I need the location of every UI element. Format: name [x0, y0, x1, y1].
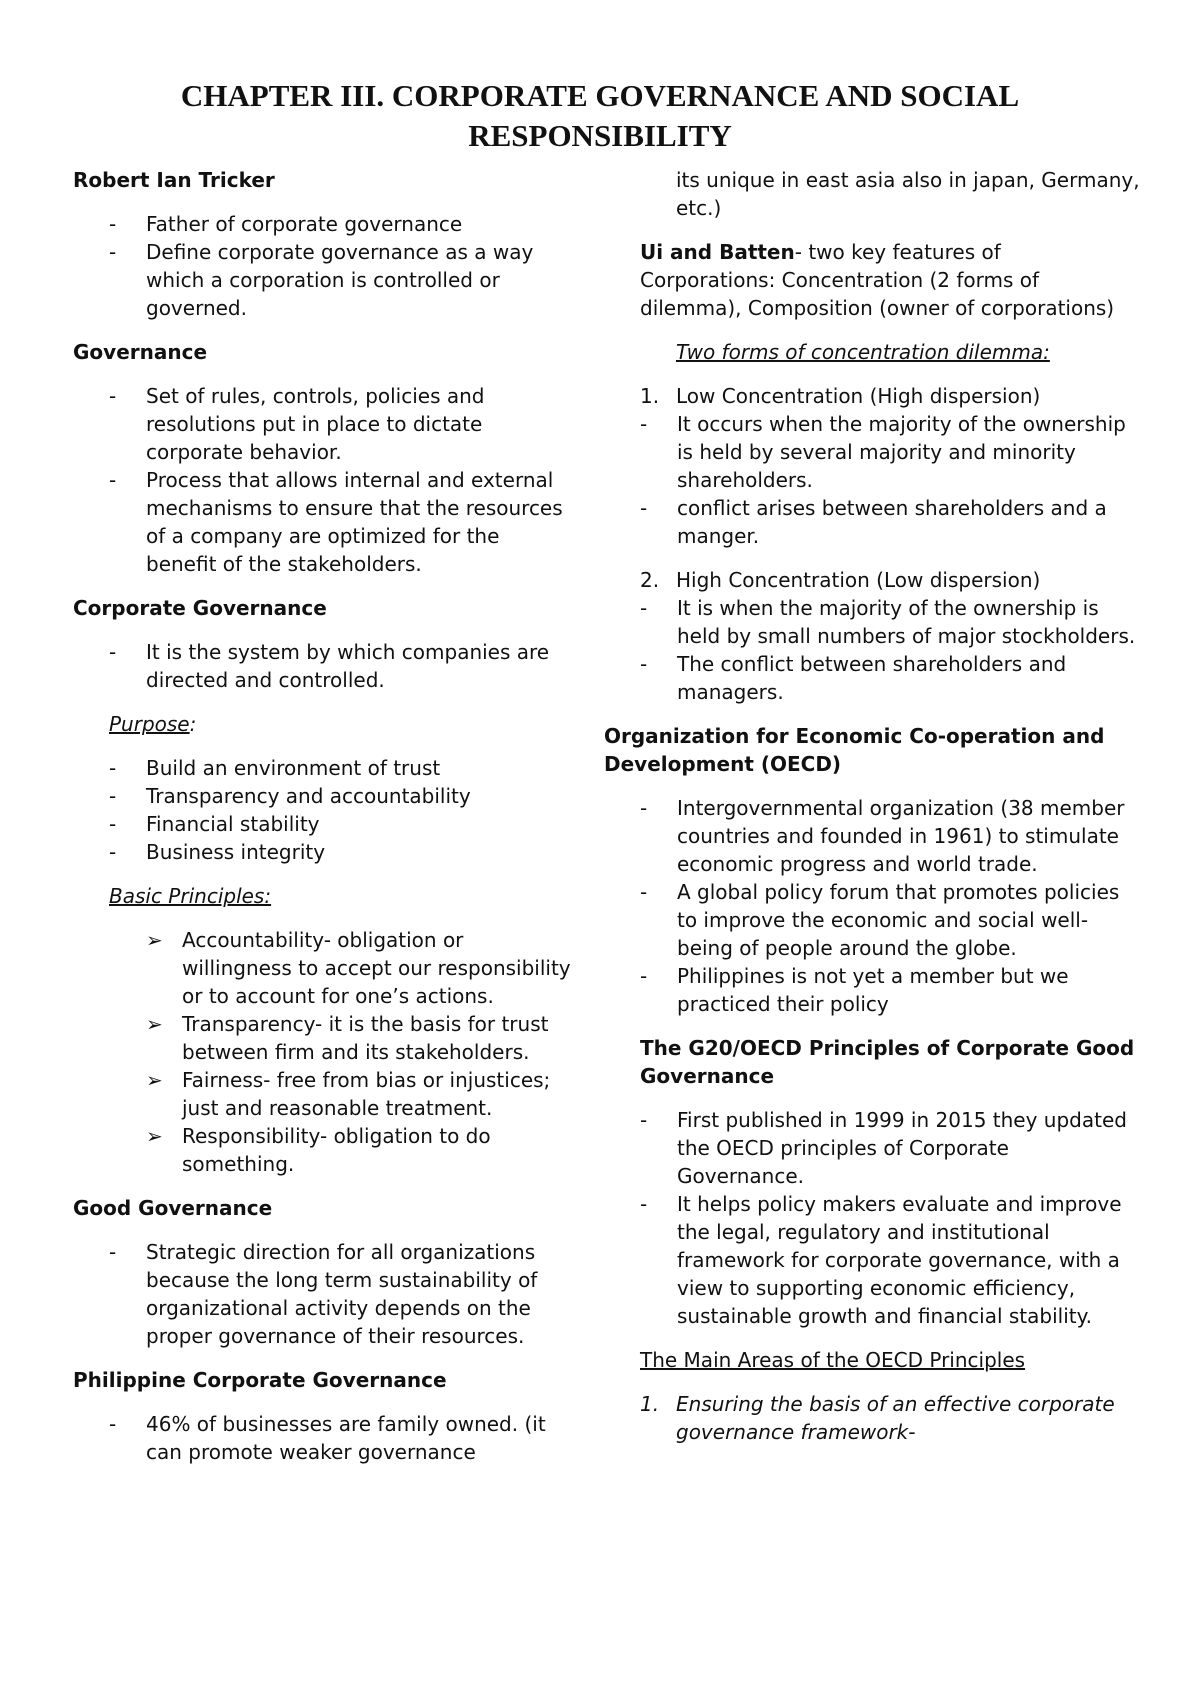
list-item: - It is the system by which companies are directed and controlled.: [73, 638, 573, 694]
list-item: - First published in 1999 in 2015 they updated the OECD principles of Corporate Governance.: [604, 1106, 1140, 1190]
left-column: [73, 166, 573, 1482]
numbered-item: [640, 382, 1140, 410]
arrow-bullet-icon: ➢: [146, 928, 163, 952]
item-number: 2.: [640, 568, 660, 592]
good-governance-list: [73, 1238, 573, 1350]
title-line-1: CHAPTER III. CORPORATE GOVERNANCE AND SOCIAL: [180, 78, 1020, 113]
low-concentration: [640, 382, 1140, 410]
heading-governance: Governance: [73, 340, 208, 364]
arrow-bullet-icon: ➢: [146, 1068, 163, 1092]
title-line-2: RESPONSIBILITY: [468, 118, 732, 153]
list-item: - The conflict between shareholders and managers.: [604, 650, 1140, 706]
principle-text: Fairness- free from bias or injustices; just and reasonable treatment.: [182, 1068, 551, 1120]
principle-text: Accountability- obligation or willingness to accept our responsibility or to account for one’s actions.: [182, 928, 571, 1008]
list-item: - It occurs when the majority of the ownership is held by several majority and minority shareholders.: [604, 410, 1140, 494]
numbered-item: [640, 1390, 1140, 1446]
item-title: Low Concentration (High dispersion): [676, 384, 1041, 408]
philippine-continuation: its unique in east asia also in japan, Germany, etc.): [676, 168, 1140, 220]
item-number: 1.: [640, 384, 660, 408]
item-text: Ensuring the basis of an effective corporate governance framework-: [676, 1392, 1115, 1444]
list-item: - conflict arises between shareholders and a manger.: [604, 494, 1140, 550]
heading-g20-oecd-principles: The G20/OECD Principles of Corporate Good Governance: [640, 1036, 1135, 1088]
purpose-colon: :: [189, 712, 197, 736]
tricker-list: [73, 210, 573, 322]
list-item: - Strategic direction for all organizations because the long term sustainability of organizational activity depends on the proper governance of their resources.: [73, 1238, 573, 1350]
heading-robert-ian-tricker: Robert Ian Tricker: [73, 168, 275, 192]
ui-batten-paragraph: [640, 238, 1140, 322]
oecd-list: [604, 794, 1140, 1018]
page-title: [0, 76, 1200, 156]
list-item: - Transparency and accountability: [73, 782, 573, 810]
ui-batten-name: Ui and Batten: [640, 240, 795, 264]
list-item: - It is when the majority of the ownership is held by small numbers of major stockholders.: [604, 594, 1140, 650]
list-item: - Philippines is not yet a member but we practiced their policy: [604, 962, 1140, 1018]
heading-corporate-governance: Corporate Governance: [73, 596, 327, 620]
principle-text: Responsibility- obligation to do something.: [182, 1124, 491, 1176]
list-item: - A global policy forum that promotes policies to improve the economic and social well-being of people around the globe.: [604, 878, 1140, 962]
low-concentration-list: [604, 410, 1140, 550]
principle-item: [73, 926, 573, 1010]
high-concentration: [640, 566, 1140, 594]
main-areas-label: The Main Areas of the OECD Principles: [640, 1348, 1026, 1372]
purpose-label: [109, 710, 573, 738]
list-item: - Intergovernmental organization (38 member countries and founded in 1961) to stimulate economic progress and world trade.: [604, 794, 1140, 878]
numbered-item: [640, 566, 1140, 594]
list-item: - Set of rules, controls, policies and resolutions put in place to dictate corporate behavior.: [73, 382, 573, 466]
heading-oecd: Organization for Economic Co-operation and Development (OECD): [604, 724, 1105, 776]
main-areas-list: [640, 1390, 1140, 1446]
ui-batten-text: - two key features of Corporations: Concentration (2 forms of dilemma), Composition (owner of corporations): [640, 240, 1115, 320]
corporate-governance-list: [73, 638, 573, 694]
basic-principles-list: [73, 926, 573, 1178]
arrow-bullet-icon: ➢: [146, 1124, 163, 1148]
list-item: - Financial stability: [73, 810, 573, 838]
g20-list: [604, 1106, 1140, 1330]
list-item: - Build an environment of trust: [73, 754, 573, 782]
item-title: High Concentration (Low dispersion): [676, 568, 1041, 592]
concentration-dilemma-label: Two forms of concentration dilemma:: [676, 340, 1050, 364]
purpose-list: [73, 754, 573, 866]
item-number: 1.: [640, 1392, 660, 1416]
governance-list: [73, 382, 573, 578]
list-item: - 46% of businesses are family owned. (it can promote weaker governance: [73, 1410, 573, 1466]
principle-item: [73, 1066, 573, 1122]
heading-good-governance: Good Governance: [73, 1196, 273, 1220]
heading-philippine-corporate-governance: Philippine Corporate Governance: [73, 1368, 447, 1392]
list-item: - It helps policy makers evaluate and improve the legal, regulatory and institutional framework for corporate governance, with a view to supporting economic efficiency, sustainable growth and financial stability.: [604, 1190, 1140, 1330]
arrow-bullet-icon: ➢: [146, 1012, 163, 1036]
basic-principles-label: Basic Principles:: [109, 884, 272, 908]
list-item: - Define corporate governance as a way which a corporation is controlled or governed.: [73, 238, 573, 322]
high-concentration-list: [604, 594, 1140, 706]
purpose-label-text: Purpose: [109, 712, 190, 736]
list-item: - Father of corporate governance: [73, 210, 573, 238]
right-column: [604, 166, 1140, 1446]
philippine-list: [73, 1410, 573, 1466]
list-item: - Business integrity: [73, 838, 573, 866]
principle-item: [73, 1122, 573, 1178]
principle-item: [73, 1010, 573, 1066]
principle-text: Transparency- it is the basis for trust between firm and its stakeholders.: [182, 1012, 549, 1064]
list-item: - Process that allows internal and external mechanisms to ensure that the resources of a company are optimized for the benefit of the stakeholders.: [73, 466, 573, 578]
